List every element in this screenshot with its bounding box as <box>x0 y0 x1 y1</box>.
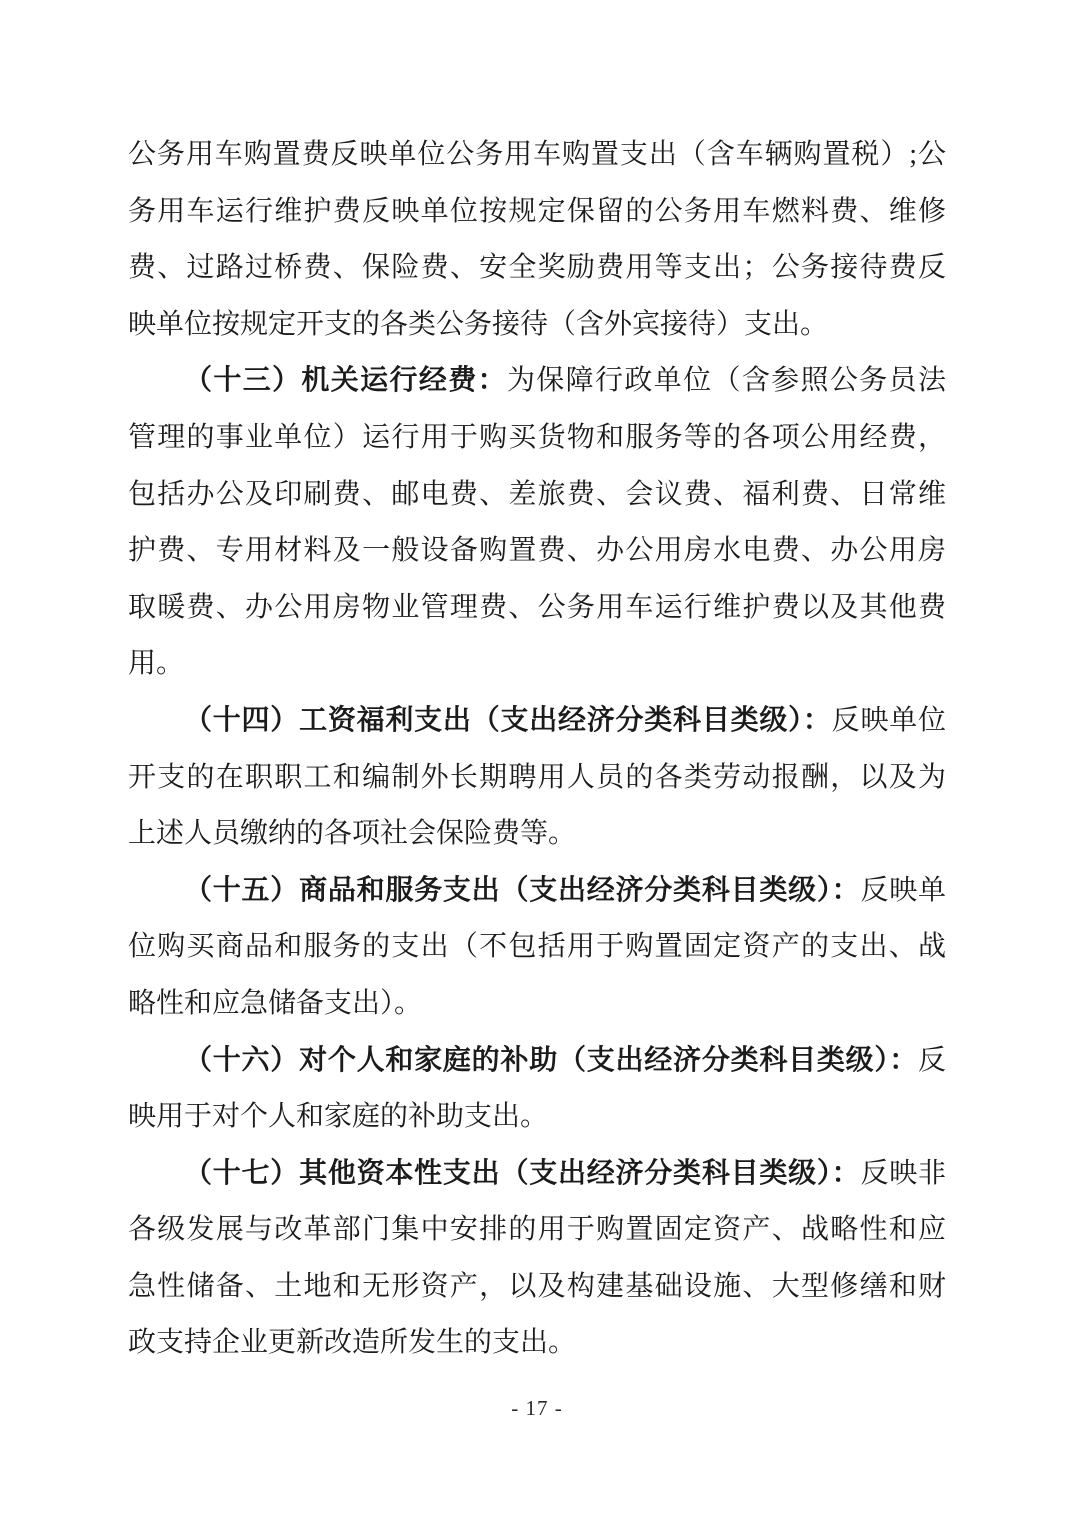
heading-run: （十四）工资福利支出（支出经济分类科目类级）： <box>184 704 832 736</box>
text-line: 包括办公及印刷费、邮电费、差旅费、会议费、福利费、日常维 <box>128 478 946 510</box>
text-line: 映用于对个人和家庭的补助支出。 <box>128 1101 549 1133</box>
text-line: （十四）工资福利支出（支出经济分类科目类级）：反映单位 <box>184 704 946 736</box>
heading-run: （十三）机关运行经费： <box>184 365 507 397</box>
text-line: 取暖费、办公用房物业管理费、公务用车运行维护费以及其他费 <box>128 591 946 623</box>
text-line: 护费、专用材料及一般设备购置费、办公用房水电费、办公用房 <box>128 535 946 567</box>
document-body <box>128 127 946 1372</box>
text-line: （十三）机关运行经费：为保障行政单位（含参照公务员法 <box>184 365 946 397</box>
text-line: 上述人员缴纳的各项社会保险费等。 <box>128 818 577 850</box>
text-line: （十七）其他资本性支出（支出经济分类科目类级）：反映非 <box>184 1157 946 1189</box>
heading-run: （十六）对个人和家庭的补助（支出经济分类科目类级）： <box>184 1044 918 1076</box>
text-line: （十五）商品和服务支出（支出经济分类科目类级）：反映单 <box>184 874 946 906</box>
text-line: 政支持企业更新改造所发生的支出。 <box>128 1327 577 1359</box>
page-number: - 17 - <box>511 1396 563 1420</box>
text-line: （十六）对个人和家庭的补助（支出经济分类科目类级）：反 <box>184 1044 946 1076</box>
text-line: 各级发展与改革部门集中安排的用于购置固定资产、战略性和应 <box>128 1214 946 1246</box>
text-line: 略性和应急储备支出）。 <box>128 987 423 1019</box>
text-line: 费、过路过桥费、保险费、安全奖励费用等支出；公务接待费反 <box>128 252 946 284</box>
text-line: 映单位按规定开支的各类公务接待（含外宾接待）支出。 <box>128 308 829 340</box>
text-line: 用。 <box>128 648 185 680</box>
text-line: 急性储备、土地和无形资产，以及构建基础设施、大型修缮和财 <box>128 1270 946 1302</box>
text-line: 公务用车购置费反映单位公务用车购置支出（含车辆购置税）;公 <box>128 139 946 170</box>
heading-run: （十七）其他资本性支出（支出经济分类科目类级）： <box>184 1157 861 1189</box>
text-line: 管理的事业单位）运行用于购买货物和服务等的各项公用经费， <box>128 421 946 453</box>
text-line: 开支的在职职工和编制外长期聘用人员的各类劳动报酬，以及为 <box>128 761 946 793</box>
heading-run: （十五）商品和服务支出（支出经济分类科目类级）： <box>184 874 861 906</box>
text-line: 务用车运行维护费反映单位按规定保留的公务用车燃料费、维修 <box>128 195 946 227</box>
text-line: 位购买商品和服务的支出（不包括用于购置固定资产的支出、战 <box>128 931 946 963</box>
